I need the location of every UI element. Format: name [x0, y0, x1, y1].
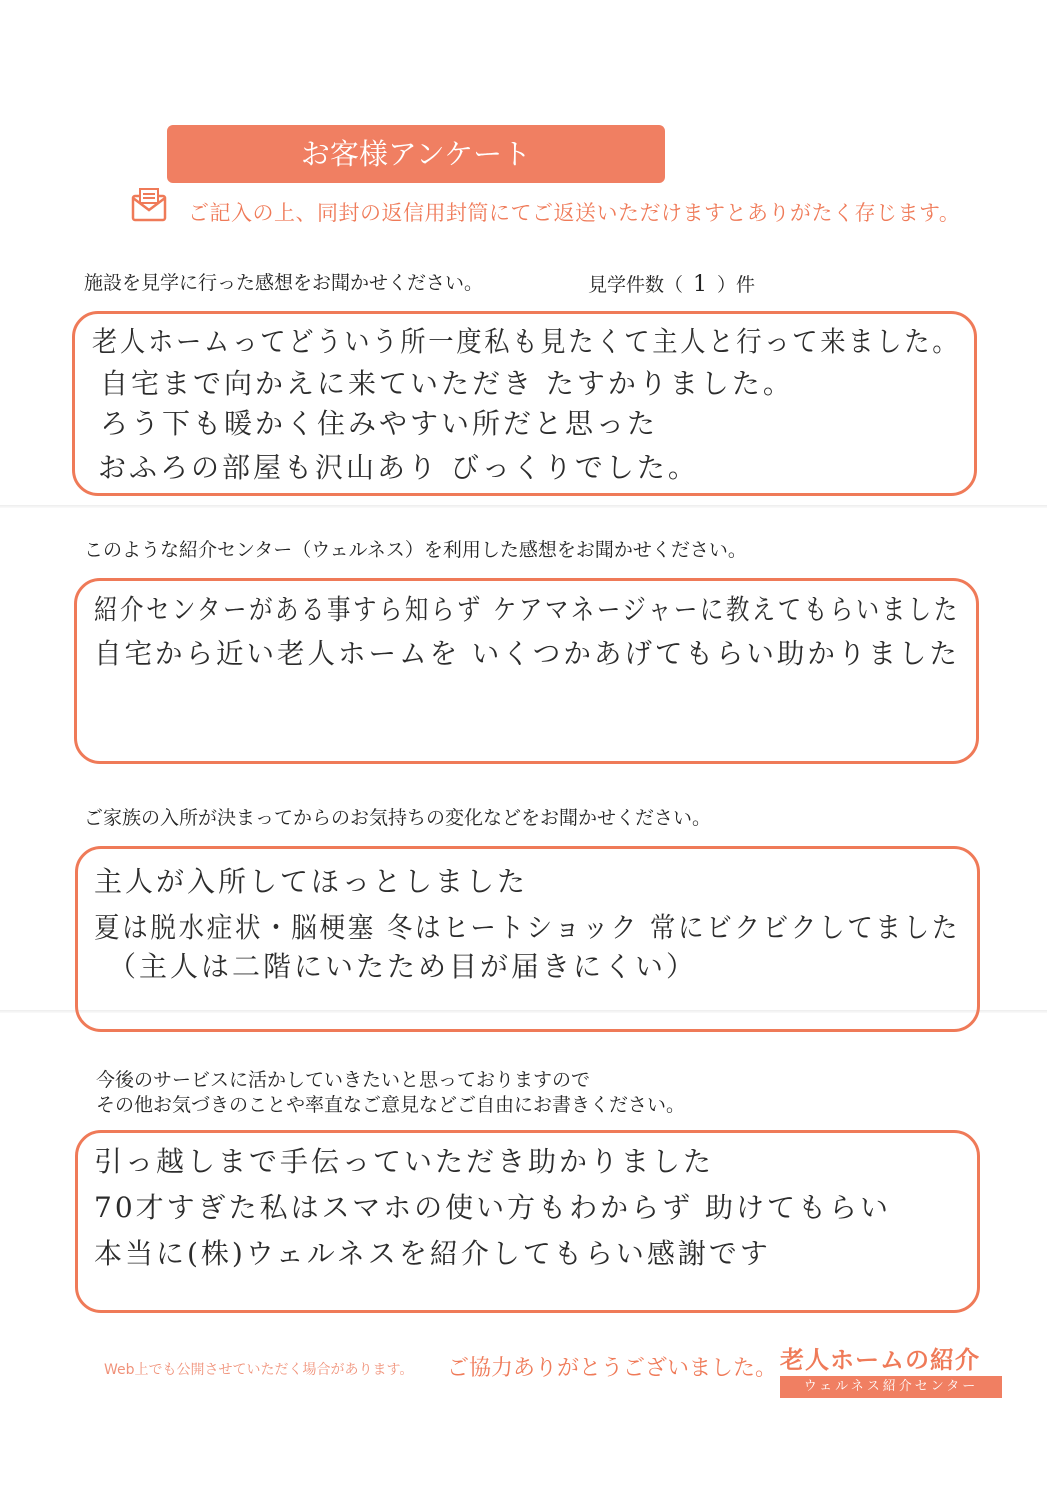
answer-2-line-1: 紹介センターがある事すら知らず ケアマネージャーに教えてもらいました: [94, 593, 960, 626]
envelope-icon: [131, 186, 167, 222]
answer-3-line-1: 主人が入所してほっとしました: [94, 865, 529, 898]
footer-note: Web上でも公開させていただく場合があります。: [104, 1362, 414, 1378]
answer-4-line-3: 本当に(株)ウェルネスを紹介してもらい感謝です: [94, 1237, 771, 1270]
answer-4-line-1: 引っ越しまで手伝っていただき助かりました: [94, 1145, 715, 1178]
page-title: お客様アンケート: [167, 125, 665, 183]
visit-count: [588, 270, 755, 297]
answer-3-line-2: 夏は脱水症状・脳梗塞 冬はヒートショック 常にビクビクしてました: [94, 911, 961, 944]
question-1: 施設を見学に行った感想をお聞かせください。: [84, 272, 484, 294]
answer-2-line-2: 自宅から近い老人ホームを いくつかあげてもらい助かりました: [94, 637, 960, 670]
answer-3-line-3: （主人は二階にいたため目が届きにくい）: [108, 950, 698, 983]
answer-1-line-3: ろう下も暖かく住みやすい所だと思った: [100, 407, 659, 440]
answer-1-line-1: 老人ホームってどういう所一度私も見たくて主人と行って来ました。: [92, 325, 961, 358]
brand-logo-sub: ウェルネス紹介センター: [780, 1376, 1002, 1398]
footer-thanks: ご協力ありがとうございました。: [447, 1356, 778, 1381]
instruction-text: ご記入の上、同封の返信用封筒にてご返送いただけますとありがたく存じます。: [188, 201, 961, 225]
answer-1-line-4: おふろの部屋も沢山あり びっくりでした。: [98, 451, 699, 484]
question-2: このような紹介センター（ウェルネス）を利用した感想をお聞かせください。: [84, 539, 747, 561]
question-3: ご家族の入所が決まってからのお気持ちの変化などをお聞かせください。: [84, 807, 712, 829]
answer-1-line-2: 自宅まで向かえに来ていただき たすかりました。: [100, 367, 794, 400]
paper-fold-line: [0, 505, 1047, 508]
question-4-line-1: 今後のサービスに活かしていきたいと思っておりますので: [96, 1069, 591, 1091]
visit-count-value[interactable]: 1: [693, 272, 708, 297]
visit-count-label: 見学件数（: [588, 274, 684, 296]
brand-logo-main: 老人ホームの紹介: [780, 1346, 980, 1374]
question-4-line-2: その他お気づきのことや率直なご意見などご自由にお書きください。: [96, 1094, 686, 1116]
answer-4-line-2: 70才すぎた私はスマホの使い方もわからず 助けてもらい: [94, 1191, 891, 1224]
visit-count-unit: ）件: [717, 274, 756, 296]
